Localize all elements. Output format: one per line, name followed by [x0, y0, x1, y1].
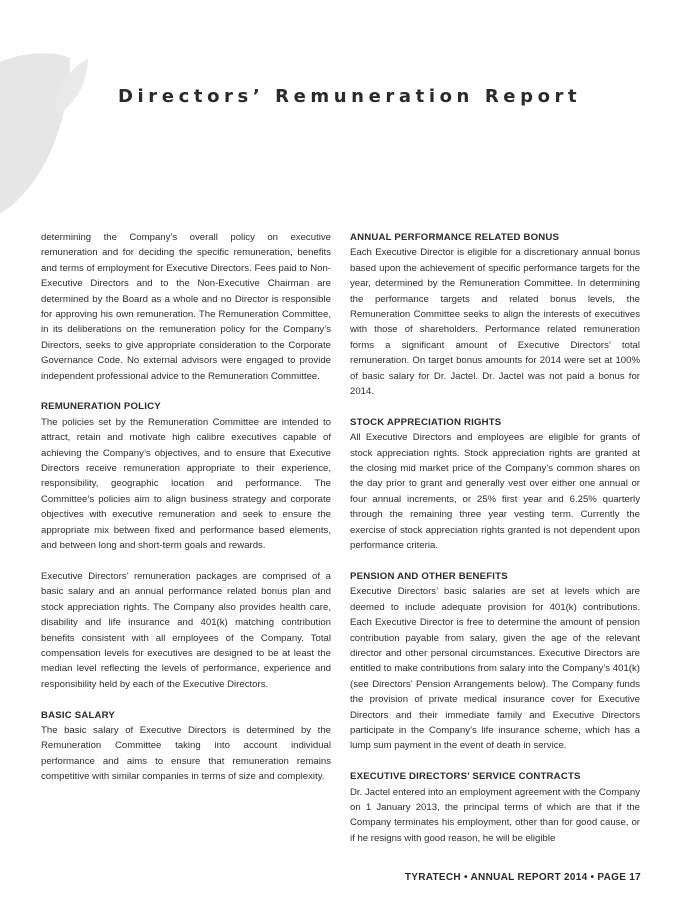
pension-heading: PENSION AND OTHER BENEFITS — [350, 570, 508, 582]
service-contracts-heading: EXECUTIVE DIRECTORS’ SERVICE CONTRACTS — [350, 771, 581, 783]
remuneration-packages-paragraph: Executive Directors’ remuneration packages are comprised of a basic salary and an annual performance related bonus plan and stock appreciation rights. The Company also provides health care, disability and life insurance and 401(k) matching contribution benefits consistent with all employees of the Company. Total compensation levels for executives are designed to be at least the median level reflecting the levels of performance, experience and responsibility held by each of the Executive Directors. — [41, 570, 331, 690]
left-column — [41, 230, 331, 785]
right-column — [350, 230, 640, 846]
basic-salary-heading: BASIC SALARY — [41, 709, 116, 721]
page-footer: TYRATECH • ANNUAL REPORT 2014 • PAGE 17 — [404, 872, 641, 883]
page-title: Directors’ Remuneration Report — [118, 86, 582, 107]
intro-paragraph: determining the Company’s overall policy on executive remuneration and for deciding the specific remuneration, benefits and terms of employment for Executive Directors. Fees paid to Non-Executive Directors and to the Non-Executive Chairman are determined by the Board as a whole and no Director is responsible for approving his own remuneration. The Remuneration Committee, in its deliberations on the remuneration policy for the Company’s Directors, seeks to give appropriate consideration to the Corporate Governance Code. No external advisors were engaged to provide independent professional advice to the Remuneration Committee. — [41, 232, 331, 382]
decorative-leaf-graphic — [0, 0, 90, 260]
remuneration-policy-heading: REMUNERATION POLICY — [41, 401, 161, 413]
service-contracts-paragraph: Dr. Jactel entered into an employment agreement with the Company on 1 January 2013, the principal terms of which are that if the Company terminates his employment, other than for good cause, or if he resigns with good reason, he will be eligible — [350, 786, 640, 844]
stock-rights-heading: STOCK APPRECIATION RIGHTS — [350, 416, 502, 428]
remuneration-policy-paragraph: The policies set by the Remuneration Committee are intended to attract, retain and motivate high calibre executives capable of achieving the Company’s objectives, and to ensure that Executive Directors receive remuneration appropriate to their experience, responsibility, geographic location and performance. The Committee’s policies aim to align business strategy and corporate objectives with executive remuneration and seek to ensure the appropriate mix between fixed and performance based elements, and between long and short-term goals and rewards. — [41, 416, 331, 552]
stock-rights-paragraph: All Executive Directors and employees are eligible for grants of stock appreciation rights. Stock appreciation rights are granted at the closing mid market price of the Company’s common shares on the day prior to grant and generally vest over either one annual or four annual increments, or 25% first year and 6.25% quarterly through the remaining three year vesting term. Currently the exercise of stock appreciation rights granted is not dependent upon performance criteria. — [350, 432, 640, 552]
pension-paragraph: Executive Directors’ basic salaries are set at levels which are deemed to include adequate provision for 401(k) contributions. Each Executive Director is free to determine the amount of pension contribution payable from salary, given the age of the relevant director and other personal circumstances. Executive Directors are entitled to make contributions from salary into the Company’s 401(k) (see Directors’ Pension Arrangements below). The Company funds the provision of private medical insurance cover for Executive Directors and their immediate family and Executive Directors participate in the Company’s life insurance scheme, which has a lump sum payment in the event of death in service. — [350, 586, 640, 752]
basic-salary-paragraph: The basic salary of Executive Directors is determined by the Remuneration Committee taking into account individual performance and aims to ensure that remuneration remains competitive with similar companies in terms of size and complexity. — [41, 724, 331, 783]
annual-bonus-paragraph: Each Executive Director is eligible for a discretionary annual bonus based upon the achievement of specific performance targets for the year, determined by the Remuneration Committee. In determining the performance targets and related bonus levels, the Remuneration Committee seeks to align the interests of executives with those of shareholders. Performance related remuneration forms a significant amount of Executive Directors’ total remuneration. On target bonus amounts for 2014 were set at 100% of basic salary for Dr. Jactel. Dr. Jactel was not paid a bonus for 2014. — [350, 247, 640, 398]
annual-bonus-heading: ANNUAL PERFORMANCE RELATED BONUS — [350, 232, 560, 243]
